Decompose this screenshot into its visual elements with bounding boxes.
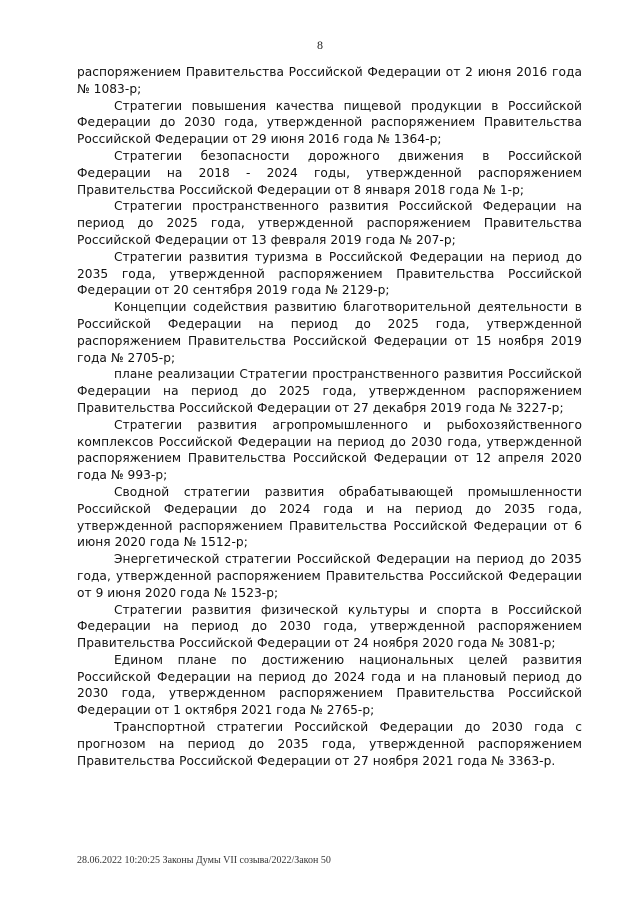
paragraph: Энергетической стратегии Российской Федерации на период до 2035 года, утвержденной распоряжением Правительства Российской Федерации от 9 июня 2020 года № 1523-р; — [77, 552, 582, 600]
paragraph: Концепции содействия развитию благотворительной деятельности в Российской Федерации на период до 2025 года, утвержденной распоряжением Правительства Российской Федерации от 15 ноября 2019 года № 2705-р; — [77, 300, 582, 365]
paragraph: Стратегии развития агропромышленного и рыбохозяйственного комплексов Российской Федерации на период до 2030 года, утвержденной распоряжением Правительства Российской Федерации от 12 апреля 2020 года № 993-р; — [77, 417, 582, 483]
document-footer: 28.06.2022 10:20:25 Законы Думы VII созыва/2022/Закон 50 — [77, 855, 331, 866]
paragraph: Стратегии развития физической культуры и спорта в Российской Федерации на период до 2030 года, утвержденной распоряжением Правительства Российской Федерации от 24 ноября 2020 года № 3081-р; — [77, 602, 582, 651]
paragraph: плане реализации Стратегии пространственного развития Российской Федерации на период до 2025 года, утвержденном распоряжением Правительства Российской Федерации от 27 декабря 2019 года № 3227-р; — [77, 367, 582, 415]
paragraph: Едином плане по достижению национальных целей развития Российской Федерации на период до 2024 года и на плановый период до 2030 года, утвержденном распоряжением Правительства Российской Федерации от 1 октября 2021 года № 2765-р; — [77, 652, 582, 718]
paragraph: Стратегии развития туризма в Российской Федерации на период до 2035 года, утвержденной распоряжением Правительства Российской Федерации от 20 сентября 2019 года № 2129-р; — [77, 249, 582, 298]
paragraph: Сводной стратегии развития обрабатывающей промышленности Российской Федерации до 2024 года и на период до 2035 года, утвержденной распоряжением Правительства Российской Федерации от 6 июня 2020 года № 1512-р; — [77, 484, 582, 550]
paragraph: Стратегии повышения качества пищевой продукции в Российской Федерации до 2030 года, утвержденной распоряжением Правительства Российской Федерации от 29 июня 2016 года № 1364-р; — [77, 98, 582, 147]
paragraph: распоряжением Правительства Российской Федерации от 2 июня 2016 года № 1083-р; — [77, 65, 582, 96]
page-number: 8 — [317, 38, 323, 52]
document-body — [77, 64, 582, 769]
paragraph: Транспортной стратегии Российской Федерации до 2030 года с прогнозом на период до 2035 года, утвержденной распоряжением Правительства Российской Федерации от 27 ноября 2021 года № 3363-р. — [77, 720, 582, 768]
paragraph: Стратегии пространственного развития Российской Федерации на период до 2025 года, утвержденной распоряжением Правительства Российской Федерации от 13 февраля 2019 года № 207-р; — [77, 199, 582, 247]
paragraph: Стратегии безопасности дорожного движения в Российской Федерации на 2018 - 2024 годы, утвержденной распоряжением Правительства Российской Федерации от 8 января 2018 года № 1-р; — [77, 148, 582, 197]
